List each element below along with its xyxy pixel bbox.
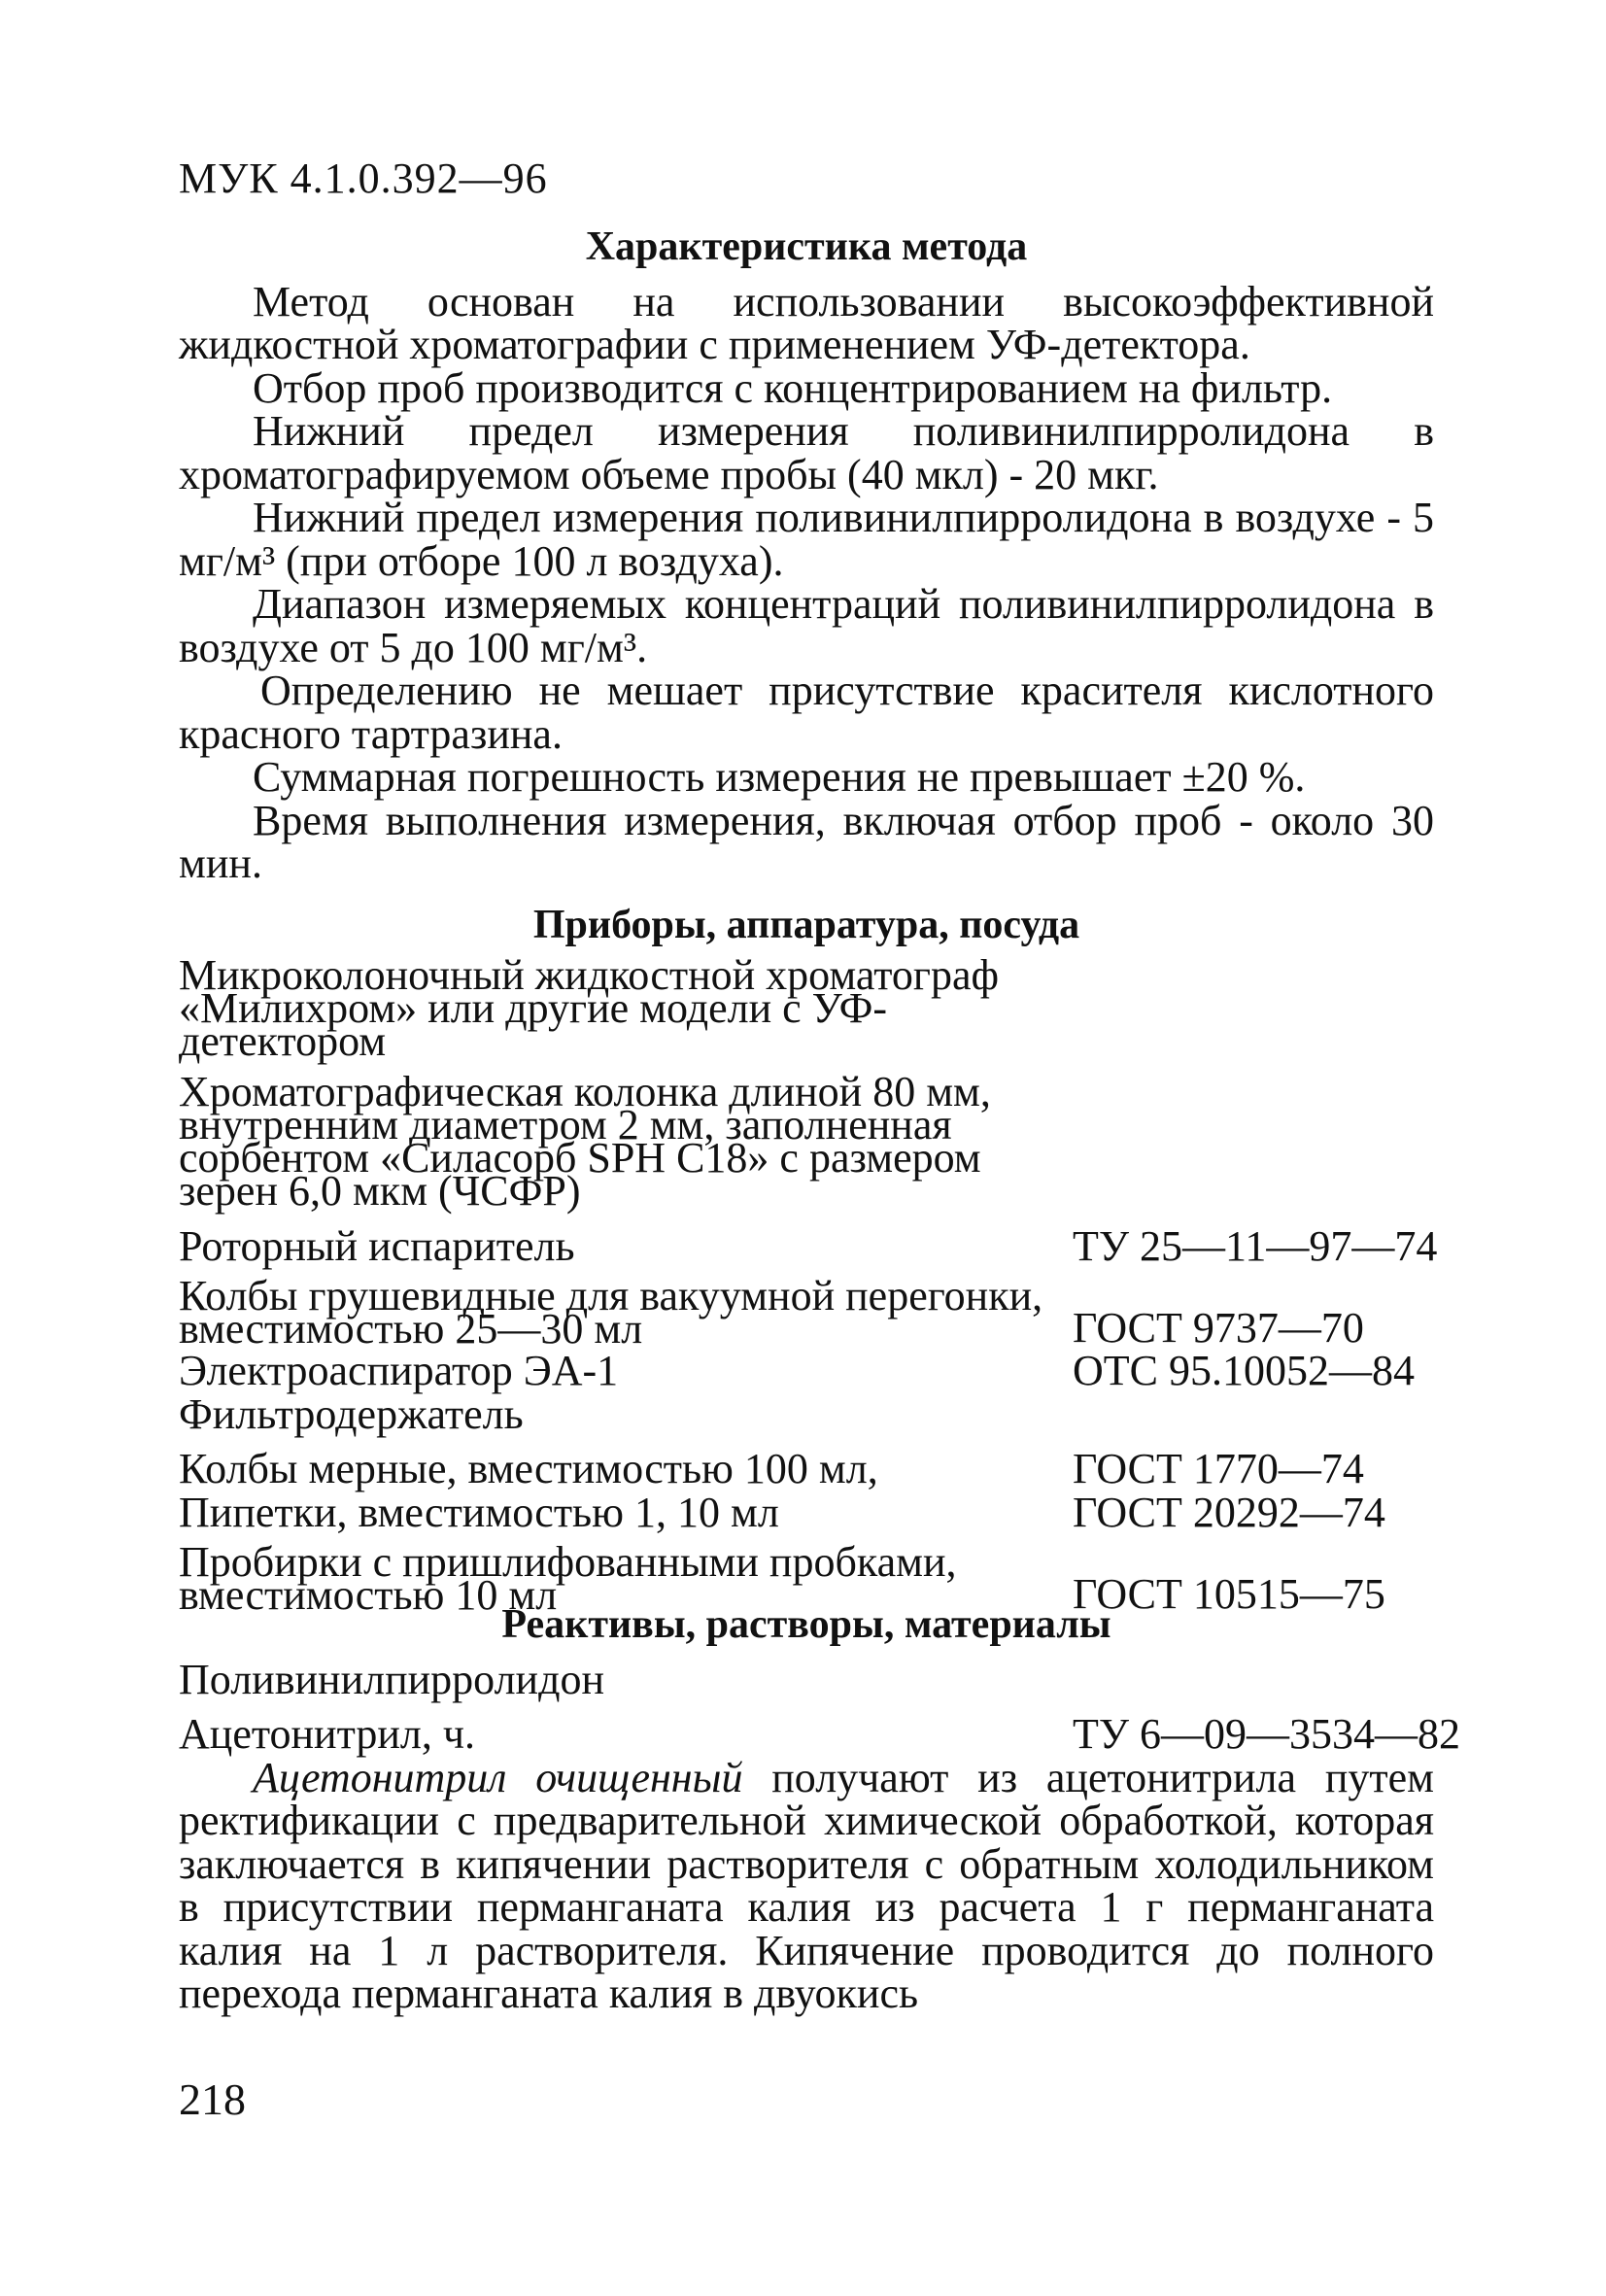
equipment-row [179,1445,1434,1492]
reagent-name: Ацетонитрил, ч. [179,1710,475,1758]
reagent-standard: ТУ 6—09—3534—82 [1073,1710,1461,1758]
equipment-row [179,1272,1434,1353]
equipment-standard: ТУ 25—11—97—74 [1073,1221,1438,1270]
equipment-row [179,950,1434,1065]
reagent-paragraph-lead: Ацетонитрил очищенный [253,1753,743,1801]
reagent-row [179,1655,1434,1703]
equipment-row [179,1389,1434,1438]
equipment-standard: ГОСТ 20292—74 [1073,1488,1385,1536]
equipment-name: Роторный испаритель [179,1221,575,1270]
equipment-row [179,1347,1434,1394]
equipment-row [179,1221,1438,1270]
equipment-standard: ГОСТ 9737—70 [1073,1303,1364,1352]
equipment-row [179,1488,1434,1536]
equipment-name: Пробирки с пришлифованными пробками, вместимостью 10 мл [179,1538,957,1619]
reagent-row [179,1710,1461,1758]
method-section [179,225,1434,886]
reagent-name: Поливинилпирролидон [179,1655,605,1703]
equipment-name: Пипетки, вместимостью 1, 10 мл [179,1488,779,1536]
method-section-title: Характеристика метода [585,224,1028,269]
reagents-section [179,1602,1461,2017]
method-paragraph: Суммарная погрешность измерения не превышает ±20 %. [253,753,1306,801]
reagent-paragraph [179,1753,1435,2017]
equipment-section-title: Приборы, аппаратура, посуда [532,903,1080,947]
method-paragraph: Время выполнения измерения, включая отбор проб - около 30 мин. [179,796,1434,887]
reagents-section-title: Реактивы, растворы, материалы [501,1602,1111,1647]
equipment-name: Микроколоночный жидкостной хроматограф «Милихром» или другие модели с УФ-детектором [179,950,1000,1065]
method-paragraph: Диапазон измеряемых концентраций поливинилпирролидона в воздухе от 5 до 100 мг/м³. [179,580,1434,671]
equipment-name: Колбы грушевидные для вакуумной перегонки, вместимостью 25—30 мл [179,1272,1043,1353]
equipment-standard: ГОСТ 1770—74 [1073,1445,1364,1492]
equipment-name: Электроаспиратор ЭА-1 [179,1347,619,1394]
method-paragraph: Отбор проб производится с концентрированием на фильтр. [253,363,1333,412]
equipment-row [179,1067,1434,1215]
document-code: МУК 4.1.0.392—96 [179,154,548,202]
equipment-name: Колбы мерные, вместимостью 100 мл, [179,1445,878,1492]
reagent-paragraph-text: получают из ацетонитрила путем ректификации с предварительной химической обработкой, которая заключается в кипячении растворителя с обратным холодильником в присутствии перманганата калия из расчета 1 г перманганата калия на 1 л растворителя. Кипячение проводится до полного перехода перманганата калия в двуокись [179,1753,1435,2017]
method-paragraph: Нижний предел измерения поливинилпирролидона в хроматографируемом объеме пробы (40 мкл) - 20 мкг. [179,407,1434,498]
page-number: 218 [179,2074,246,2124]
equipment-name: Хроматографическая колонка длиной 80 мм, внутренним диаметром 2 мм, заполненная сорбентом «Силасорб SPH C18» с размером зерен 6,0 мкм (ЧСФР) [179,1067,991,1215]
method-paragraph: Определению не мешает присутствие красителя кислотного красного тартразина. [179,667,1434,758]
equipment-standard: ГОСТ 10515—75 [1073,1569,1385,1618]
document-page [179,0,1461,2296]
equipment-section [179,903,1438,1619]
equipment-standard: ОТС 95.10052—84 [1073,1347,1415,1394]
method-paragraph: Нижний предел измерения поливинилпирролидона в воздухе - 5 мг/м³ (при отборе 100 л воздуха). [179,494,1434,585]
equipment-name: Фильтродержатель [179,1389,524,1438]
method-paragraph: Метод основан на использовании высокоэффективной жидкостной хроматографии с применением УФ-детектора. [179,277,1434,368]
